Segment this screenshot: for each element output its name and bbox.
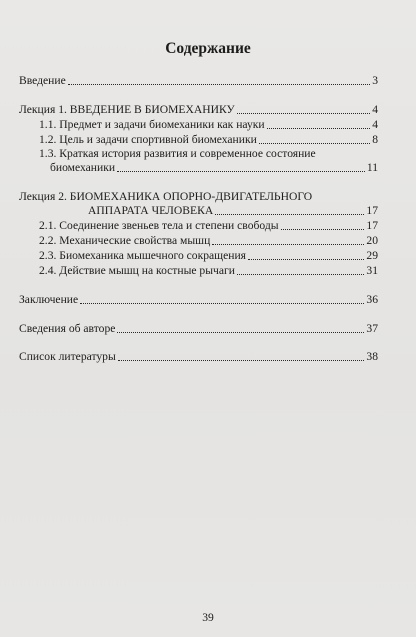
toc-entry-page: 38 xyxy=(366,350,378,363)
leader-dots xyxy=(212,243,364,245)
leader-dots xyxy=(117,331,364,333)
toc-entry-label: Заключение xyxy=(19,293,79,306)
toc-entry-label: Лекция 1. ВВЕДЕНИЕ В БИОМЕХАНИКУ xyxy=(19,103,235,116)
leader-dots xyxy=(215,213,364,215)
toc-entry-page: 4 xyxy=(372,118,378,131)
toc-entry-page: 29 xyxy=(366,249,378,262)
toc-entry-page: 17 xyxy=(366,219,378,232)
toc-entry-1-2 xyxy=(39,133,378,147)
toc-entry-lecture2 xyxy=(88,204,378,218)
toc-entry-label: Введение xyxy=(19,74,66,87)
leader-dots xyxy=(281,228,365,230)
toc-entry-label: Список литературы xyxy=(19,350,116,363)
toc-entry-page: 31 xyxy=(366,264,378,277)
toc-entry-1-1 xyxy=(39,118,378,132)
toc-entry-label: биомеханики xyxy=(50,161,116,174)
toc-entry-page: 37 xyxy=(366,322,378,335)
leader-dots xyxy=(267,127,371,129)
toc-entry-2-4 xyxy=(39,264,378,278)
toc-entry-2-3 xyxy=(39,249,378,263)
toc-entry-references xyxy=(19,350,378,364)
leader-dots xyxy=(80,302,364,304)
toc-entry-label: 1.1. Предмет и задачи биомеханики как науки xyxy=(39,118,265,131)
toc-entry-page: 36 xyxy=(366,293,378,306)
toc-entry-page: 11 xyxy=(366,161,378,174)
toc-entry-lecture2-line1: Лекция 2. БИОМЕХАНИКА ОПОРНО-ДВИГАТЕЛЬНОГО xyxy=(19,190,313,203)
toc-entry-page: 3 xyxy=(372,74,378,87)
leader-dots xyxy=(68,83,370,85)
toc-entry-label: АППАРАТА ЧЕЛОВЕКА xyxy=(88,204,214,217)
toc-entry-1-3-line1: 1.3. Краткая история развития и современное состояние xyxy=(39,147,316,160)
toc-entry-page: 20 xyxy=(366,234,378,247)
leader-dots xyxy=(118,359,365,361)
leader-dots xyxy=(117,170,365,172)
toc-entry-label: 1.2. Цель и задачи спортивной биомеханики xyxy=(39,133,257,146)
toc-entry-label: 2.1. Соединение звеньев тела и степени свободы xyxy=(39,219,279,232)
toc-entry-1-3 xyxy=(50,161,378,175)
toc-entry-2-2 xyxy=(39,234,378,248)
toc-entry-page: 17 xyxy=(366,204,378,217)
leader-dots xyxy=(259,142,370,144)
toc-entry-label: 2.3. Биомеханика мышечного сокращения xyxy=(39,249,246,262)
toc-entry-author xyxy=(19,322,378,336)
toc-entry-label: Сведения об авторе xyxy=(19,322,116,335)
toc-entry-page: 4 xyxy=(372,103,378,116)
toc-entry-intro xyxy=(19,74,378,88)
page-title: Содержание xyxy=(165,40,251,57)
toc-entry-lecture1 xyxy=(19,103,378,117)
toc-entry-2-1 xyxy=(39,219,378,233)
leader-dots xyxy=(248,258,364,260)
leader-dots xyxy=(237,273,364,275)
page-number: 39 xyxy=(202,611,214,624)
toc-entry-label: 2.2. Механические свойства мышц xyxy=(39,234,211,247)
toc-entry-label: 2.4. Действие мышц на костные рычаги xyxy=(39,264,235,277)
leader-dots xyxy=(237,112,371,114)
toc-entry-page: 8 xyxy=(372,133,378,146)
toc-entry-conclusion xyxy=(19,293,378,307)
